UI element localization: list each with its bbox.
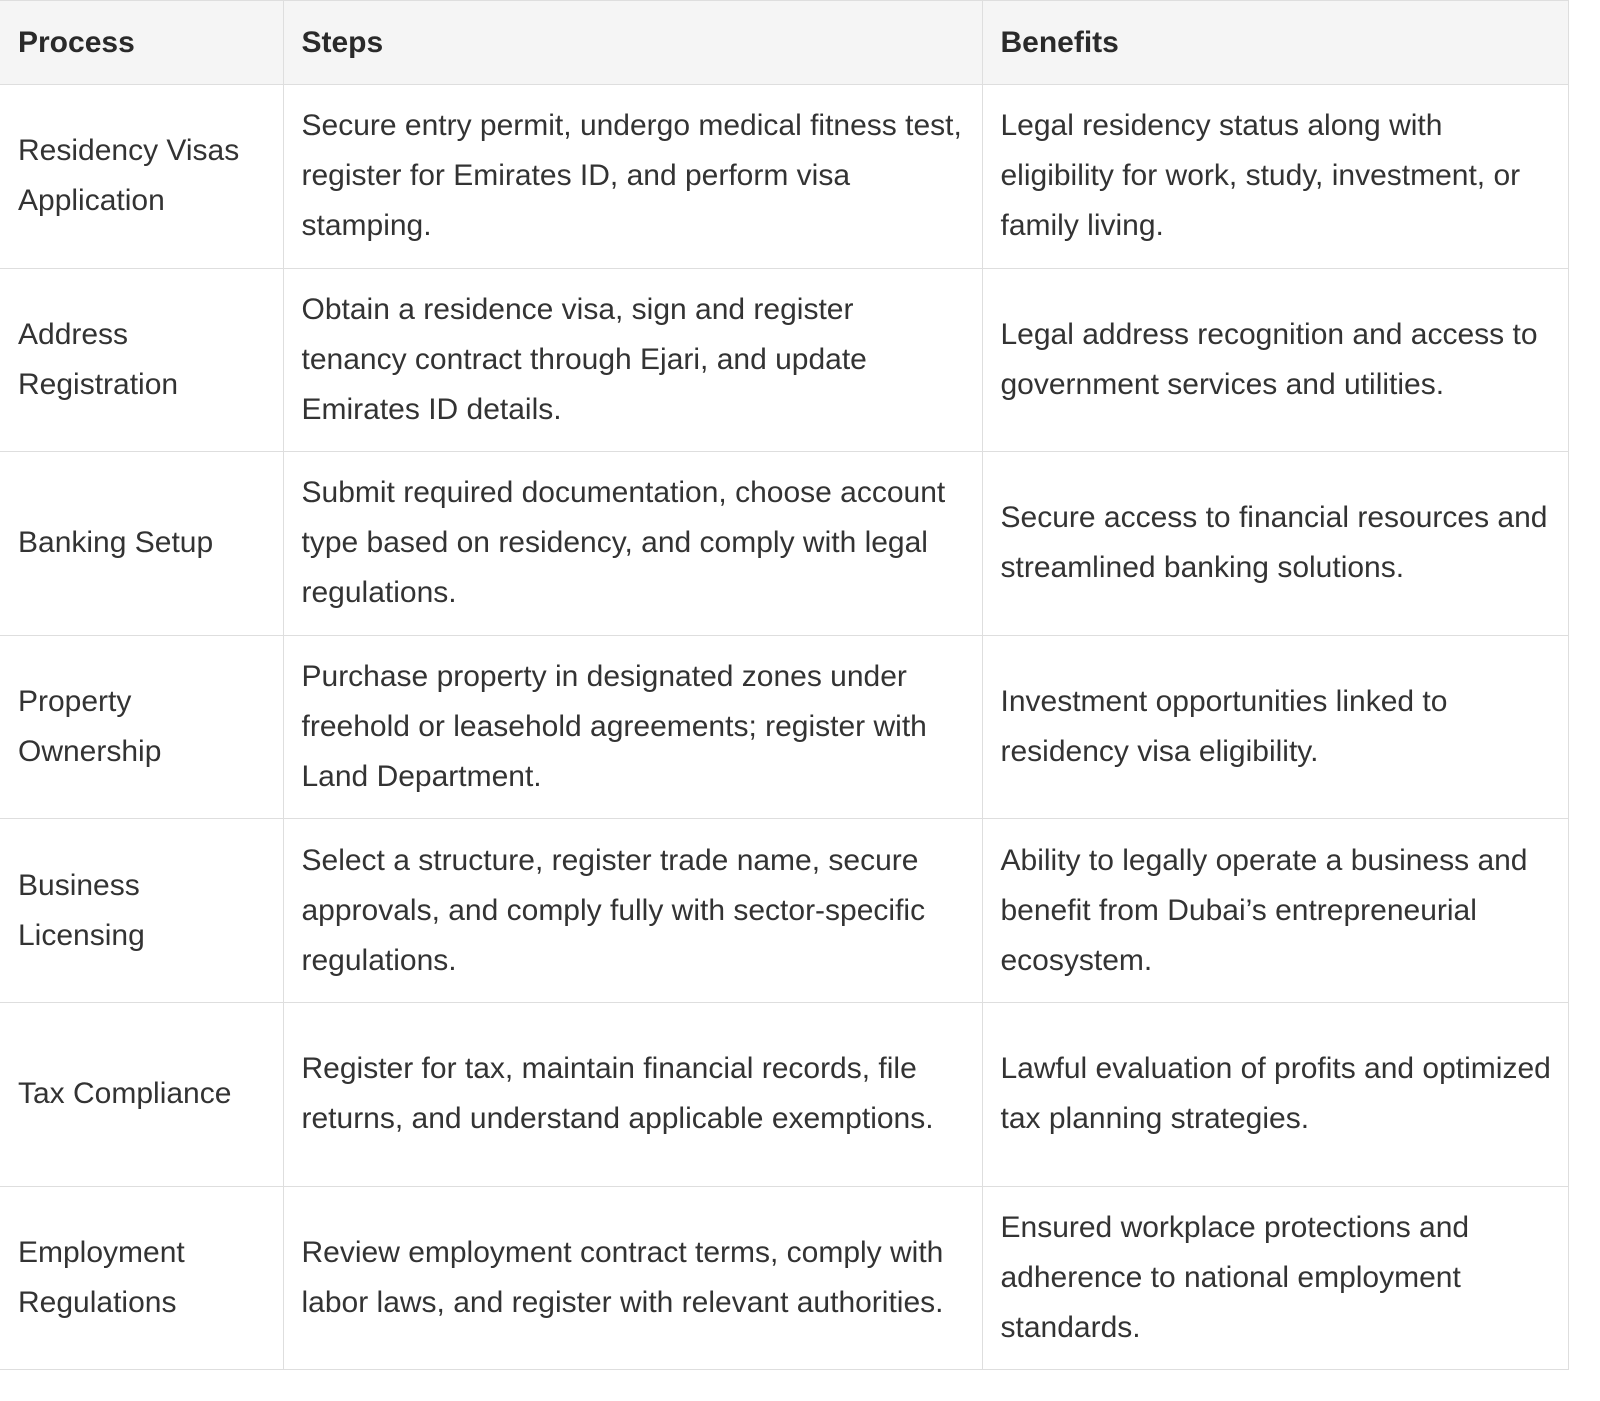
cell-steps: Review employment contract terms, comply with labor laws, and register with relevant authorities. bbox=[283, 1186, 982, 1370]
cell-process: Tax Compliance bbox=[0, 1002, 283, 1186]
table-row bbox=[0, 452, 1568, 636]
table-row bbox=[0, 1002, 1568, 1186]
table-header bbox=[0, 1, 1568, 85]
cell-steps: Register for tax, maintain financial records, file returns, and understand applicable exemptions. bbox=[283, 1002, 982, 1186]
cell-process: Address Registration bbox=[0, 268, 283, 452]
table-row bbox=[0, 635, 1568, 819]
header-row bbox=[0, 1, 1568, 85]
cell-benefits: Investment opportunities linked to residency visa eligibility. bbox=[982, 635, 1568, 819]
table-row bbox=[0, 1186, 1568, 1370]
cell-process: Employment Regulations bbox=[0, 1186, 283, 1370]
cell-process: Business Licensing bbox=[0, 819, 283, 1003]
cell-process: Property Ownership bbox=[0, 635, 283, 819]
cell-process: Residency Visas Application bbox=[0, 85, 283, 269]
cell-benefits: Secure access to financial resources and streamlined banking solutions. bbox=[982, 452, 1568, 636]
header-benefits: Benefits bbox=[982, 1, 1568, 85]
cell-benefits: Legal address recognition and access to government services and utilities. bbox=[982, 268, 1568, 452]
cell-benefits: Lawful evaluation of profits and optimized tax planning strategies. bbox=[982, 1002, 1568, 1186]
cell-steps: Obtain a residence visa, sign and register tenancy contract through Ejari, and update Emirates ID details. bbox=[283, 268, 982, 452]
cell-steps: Submit required documentation, choose account type based on residency, and comply with legal regulations. bbox=[283, 452, 982, 636]
cell-benefits: Ability to legally operate a business and benefit from Dubai’s entrepreneurial ecosystem. bbox=[982, 819, 1568, 1003]
cell-steps: Purchase property in designated zones under freehold or leasehold agreements; register with Land Department. bbox=[283, 635, 982, 819]
cell-benefits: Ensured workplace protections and adherence to national employment standards. bbox=[982, 1186, 1568, 1370]
cell-process: Banking Setup bbox=[0, 452, 283, 636]
table-row bbox=[0, 85, 1568, 269]
table-row bbox=[0, 268, 1568, 452]
header-steps: Steps bbox=[283, 1, 982, 85]
cell-steps: Select a structure, register trade name, secure approvals, and comply fully with sector-specific regulations. bbox=[283, 819, 982, 1003]
cell-benefits: Legal residency status along with eligibility for work, study, investment, or family living. bbox=[982, 85, 1568, 269]
table-row bbox=[0, 819, 1568, 1003]
table-body bbox=[0, 85, 1568, 1370]
cell-steps: Secure entry permit, undergo medical fitness test, register for Emirates ID, and perform visa stamping. bbox=[283, 85, 982, 269]
header-process: Process bbox=[0, 1, 283, 85]
